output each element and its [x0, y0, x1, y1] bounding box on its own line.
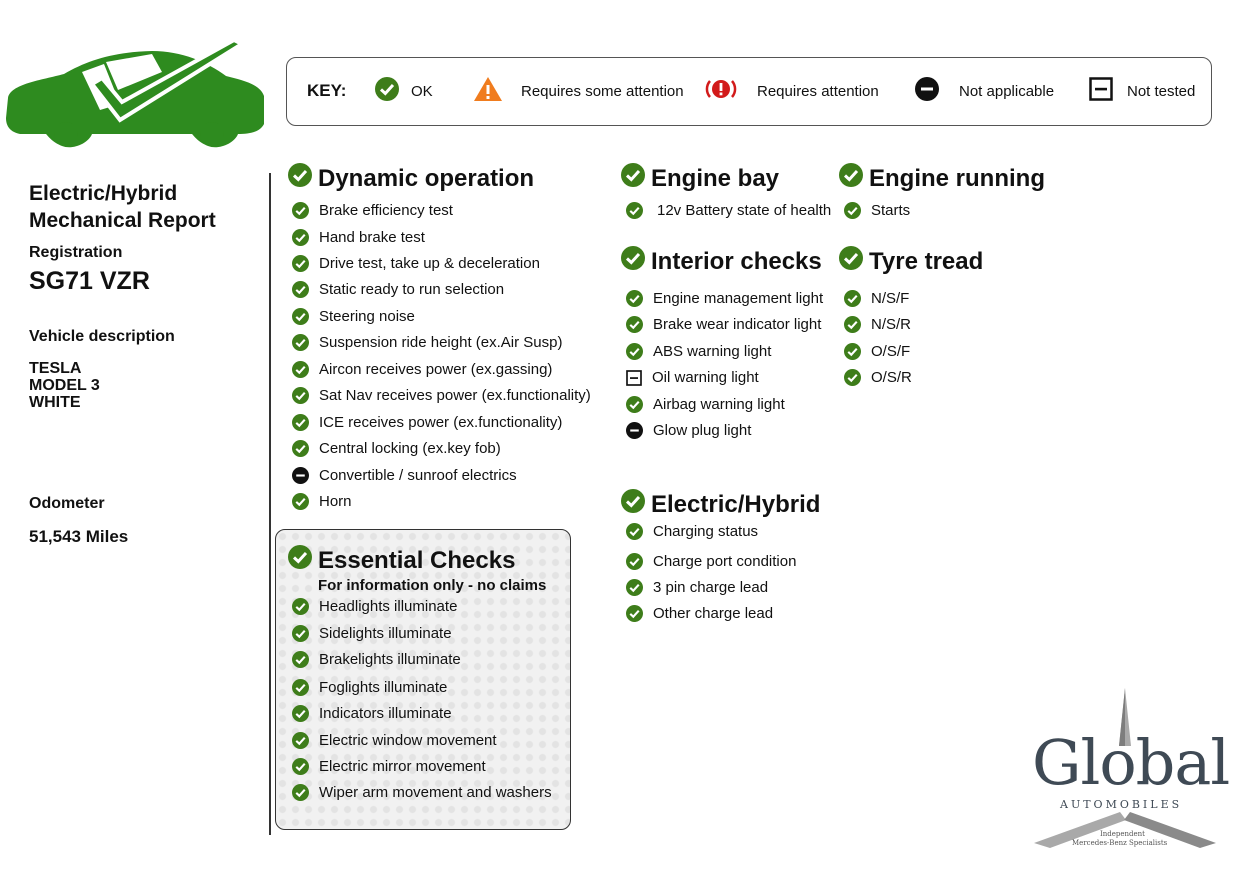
key-ok-label: OK — [411, 82, 433, 100]
check-item — [292, 705, 452, 722]
check-item — [292, 679, 447, 696]
key-attention-label: Requires attention — [757, 82, 879, 100]
check-item-label: Drive test, take up & deceleration — [319, 255, 540, 272]
vehicle-description — [29, 360, 100, 411]
check-item-label: Brakelights illuminate — [319, 651, 461, 668]
report-title — [29, 180, 216, 234]
check-item-label: Oil warning light — [652, 369, 759, 386]
key-not-applicable-label: Not applicable — [959, 82, 1055, 100]
not-tested-icon — [626, 370, 642, 386]
check-item — [844, 202, 910, 219]
ok-check-icon — [292, 414, 309, 431]
tyre-tread-title: Tyre tread — [869, 247, 984, 275]
check-item — [626, 396, 785, 413]
essential-checks-note: For information only - no claims — [318, 577, 547, 594]
check-item-label: Engine management light — [653, 290, 824, 307]
check-item-label: Central locking (ex.key fob) — [319, 440, 501, 457]
ok-check-icon — [626, 523, 643, 540]
ok-check-icon — [292, 625, 309, 642]
ok-check-icon — [292, 440, 309, 457]
section-check-icon — [839, 246, 863, 277]
warning-triangle-icon — [473, 76, 503, 106]
check-item — [292, 732, 497, 749]
ok-check-icon — [626, 316, 643, 333]
check-item — [292, 281, 504, 298]
column-divider — [269, 173, 271, 835]
odometer-label: Odometer — [29, 495, 105, 512]
ok-check-icon — [844, 290, 861, 307]
check-item-label: N/S/F — [871, 290, 910, 307]
check-item — [626, 605, 773, 622]
dynamic-operation-title: Dynamic operation — [318, 164, 535, 192]
check-item — [292, 334, 562, 351]
check-item — [292, 598, 457, 615]
check-item — [292, 308, 415, 325]
not-applicable-icon — [626, 422, 643, 439]
check-item-label: Suspension ride height (ex.Air Susp) — [319, 334, 563, 351]
ok-check-icon — [626, 396, 643, 413]
check-item — [844, 316, 911, 333]
key-not-tested-label: Not tested — [1127, 82, 1196, 100]
ok-check-icon — [844, 316, 861, 333]
key-some-attention-label: Requires some attention — [521, 82, 684, 100]
check-item-label: ICE receives power (ex.functionality) — [319, 414, 563, 431]
check-item — [626, 553, 796, 570]
check-item-label: Charge port condition — [653, 553, 797, 570]
check-item-label: Sat Nav receives power (ex.functionality) — [319, 387, 591, 404]
check-item — [292, 202, 453, 219]
engine-bay-heading — [621, 163, 779, 194]
ok-check-icon — [292, 255, 309, 272]
check-item-label: Hand brake test — [319, 229, 425, 246]
section-check-icon — [288, 163, 312, 194]
check-item — [292, 229, 425, 246]
ok-check-icon — [292, 679, 309, 696]
check-item — [292, 255, 540, 272]
check-item-label: Convertible / sunroof electrics — [319, 467, 517, 484]
essential-checks-title: Essential Checks — [318, 546, 516, 574]
check-item-label: Sidelights illuminate — [319, 625, 452, 642]
check-item-label: O/S/F — [871, 343, 911, 360]
ok-check-icon — [292, 387, 309, 404]
ok-check-icon — [626, 290, 643, 307]
brand-sub1: Independent — [1100, 830, 1145, 838]
not-applicable-icon — [915, 77, 939, 105]
odometer-value: 51,543 Miles — [29, 527, 129, 546]
check-item-label: Other charge lead — [653, 605, 774, 622]
section-check-icon — [621, 489, 645, 520]
check-item-label: Wiper arm movement and washers — [319, 784, 552, 801]
check-item — [626, 422, 751, 439]
electric-hybrid-heading — [621, 489, 820, 520]
check-item — [626, 579, 768, 596]
section-check-icon — [839, 163, 863, 194]
check-item — [626, 343, 771, 360]
check-item — [292, 784, 552, 801]
report-title-line2: Mechanical Report — [29, 209, 216, 232]
interior-checks-title: Interior checks — [651, 247, 822, 275]
check-item — [626, 523, 758, 540]
dynamic-operation-heading — [288, 163, 534, 194]
interior-checks-heading — [621, 246, 822, 277]
check-item — [844, 343, 910, 360]
ok-check-icon — [292, 732, 309, 749]
global-automobiles-logo — [1030, 686, 1230, 852]
check-item-label: Indicators illuminate — [319, 705, 452, 722]
vehicle-colour: WHITE — [29, 394, 81, 411]
report-title-line1: Electric/Hybrid — [29, 182, 178, 205]
check-item — [292, 758, 486, 775]
check-item — [626, 290, 823, 307]
key-legend — [286, 57, 1212, 126]
check-item — [292, 467, 517, 484]
check-item-label: Electric mirror movement — [319, 758, 486, 775]
not-applicable-icon — [292, 467, 309, 484]
brand-sub2: Mercedes-Benz Specialists — [1072, 839, 1168, 847]
ok-check-icon — [292, 308, 309, 325]
ok-check-icon — [292, 598, 309, 615]
check-item — [292, 493, 352, 510]
check-item-label: Headlights illuminate — [319, 598, 458, 615]
check-item-label: Steering noise — [319, 308, 415, 325]
check-item-label: Brake wear indicator light — [653, 316, 822, 333]
section-check-icon — [288, 545, 312, 576]
check-item — [626, 316, 821, 333]
ok-check-icon — [626, 579, 643, 596]
check-item — [292, 387, 591, 404]
ok-check-icon — [292, 361, 309, 378]
check-item — [292, 414, 562, 431]
check-item-label: Aircon receives power (ex.gassing) — [319, 361, 553, 378]
check-item-label: Glow plug light — [653, 422, 752, 439]
check-item-label: 12v Battery state of health — [657, 202, 832, 219]
check-item-label: N/S/R — [871, 316, 912, 333]
registration-label: Registration — [29, 244, 123, 261]
check-item-label: ABS warning light — [653, 343, 772, 360]
ok-check-icon — [292, 334, 309, 351]
car-check-logo — [2, 40, 268, 152]
ok-check-icon — [626, 343, 643, 360]
check-item-label: Electric window movement — [319, 732, 497, 749]
check-item-label: Airbag warning light — [653, 396, 785, 413]
check-item-label: Brake efficiency test — [319, 202, 453, 219]
electric-hybrid-title: Electric/Hybrid — [651, 490, 821, 518]
ok-check-icon — [292, 705, 309, 722]
engine-bay-title: Engine bay — [651, 164, 780, 192]
key-title: KEY: — [307, 81, 347, 100]
ok-check-icon — [844, 343, 861, 360]
check-item — [292, 625, 452, 642]
essential-checks-heading — [288, 545, 515, 576]
registration-value: SG71 VZR — [29, 267, 150, 295]
check-item — [844, 290, 909, 307]
check-item-label: Starts — [871, 202, 911, 219]
ok-check-icon — [292, 281, 309, 298]
ok-check-icon — [292, 758, 309, 775]
not-tested-icon — [1089, 77, 1113, 105]
ok-check-icon — [292, 493, 309, 510]
check-item-label: Static ready to run selection — [319, 281, 505, 298]
brand-name: Global — [1032, 726, 1230, 799]
engine-running-heading — [839, 163, 1045, 194]
check-item — [626, 202, 831, 219]
section-check-icon — [621, 163, 645, 194]
alert-brake-icon — [705, 76, 737, 106]
ok-check-icon — [626, 553, 643, 570]
ok-check-icon — [844, 369, 861, 386]
engine-running-title: Engine running — [869, 164, 1045, 192]
check-item — [844, 369, 912, 386]
check-item-label: Charging status — [653, 523, 759, 540]
ok-check-icon — [292, 784, 309, 801]
section-check-icon — [621, 246, 645, 277]
tyre-tread-heading — [839, 246, 983, 277]
ok-check-icon — [626, 605, 643, 622]
ok-check-icon — [375, 77, 399, 105]
ok-check-icon — [292, 229, 309, 246]
ok-check-icon — [292, 202, 309, 219]
vehicle-make: TESLA — [29, 360, 82, 377]
ok-check-icon — [626, 202, 643, 219]
check-item — [292, 651, 461, 668]
ok-check-icon — [844, 202, 861, 219]
vehicle-description-label: Vehicle description — [29, 328, 175, 345]
check-item-label: Foglights illuminate — [319, 679, 448, 696]
check-item-label: O/S/R — [871, 369, 912, 386]
check-item-label: Horn — [319, 493, 352, 510]
check-item — [292, 440, 501, 457]
vehicle-model: MODEL 3 — [29, 377, 100, 394]
brand-tagline: AUTOMOBILES — [1060, 798, 1183, 811]
check-item — [292, 361, 552, 378]
ok-check-icon — [292, 651, 309, 668]
check-item-label: 3 pin charge lead — [653, 579, 769, 596]
check-item — [626, 369, 759, 386]
